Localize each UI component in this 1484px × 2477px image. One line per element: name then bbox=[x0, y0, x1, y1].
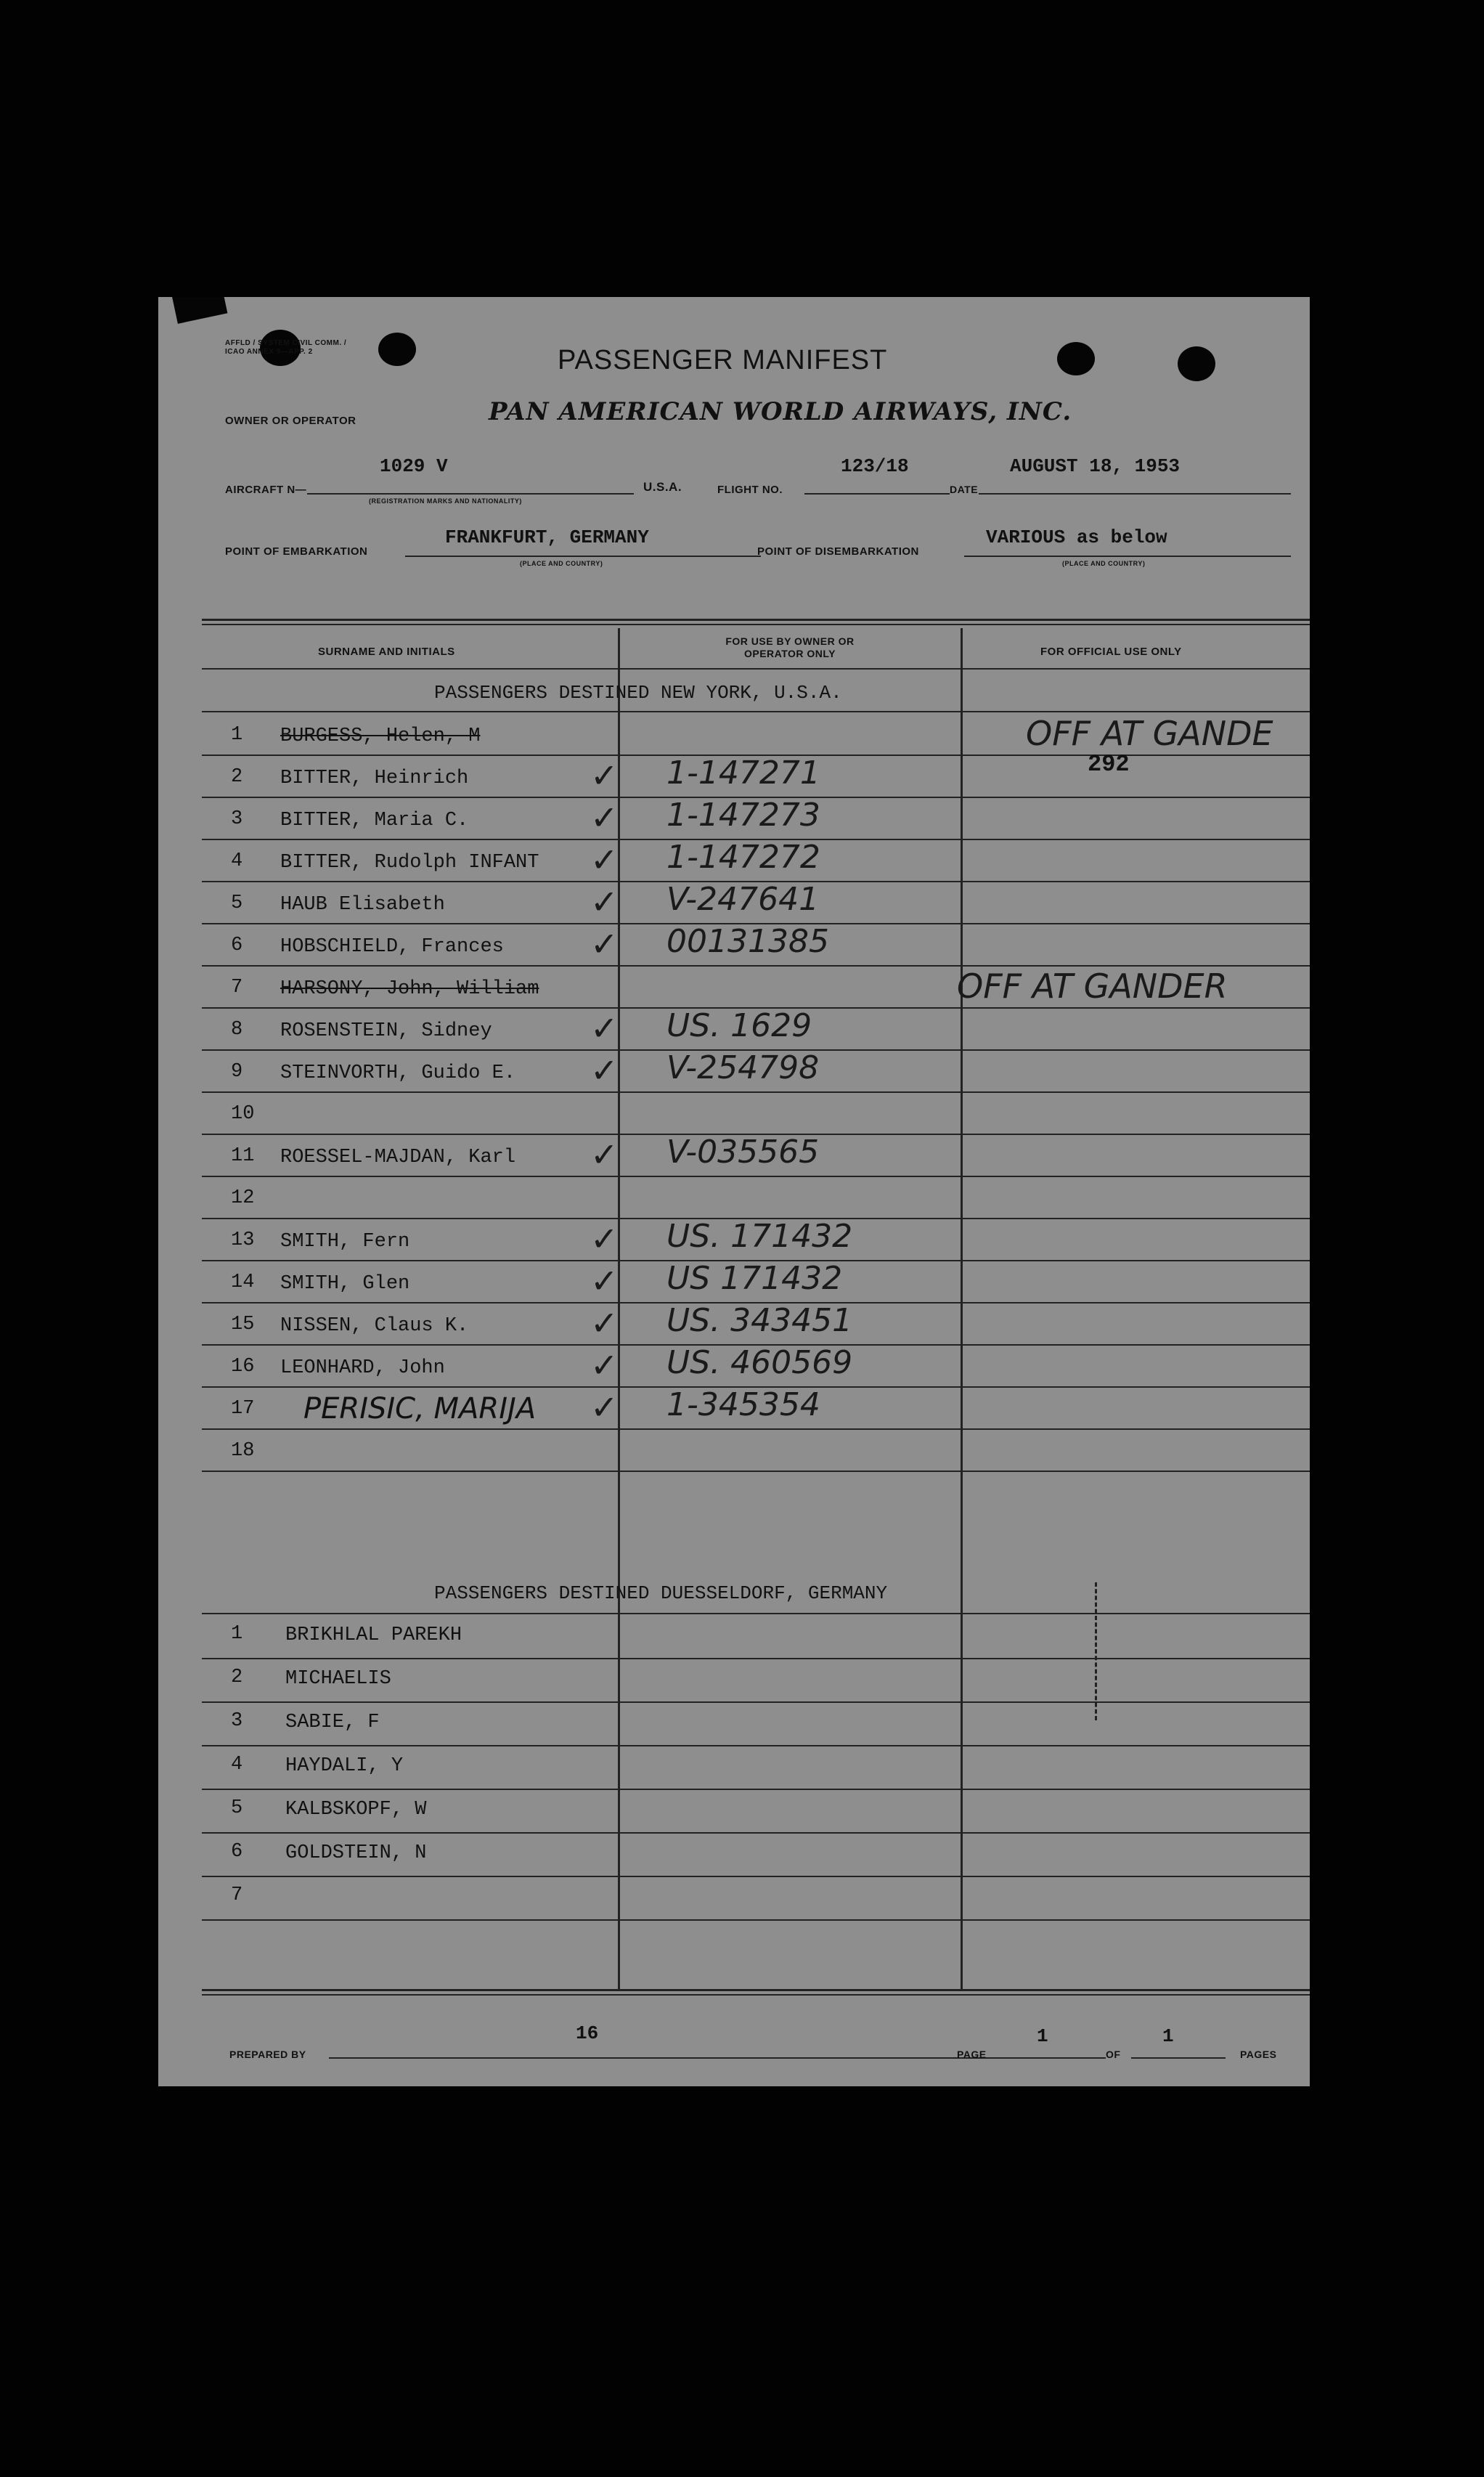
disembark-underline bbox=[964, 556, 1291, 557]
column-header-official: FOR OFFICIAL USE ONLY bbox=[1040, 646, 1182, 658]
passenger-name: GOLDSTEIN, N bbox=[285, 1842, 427, 1864]
row-number: 15 bbox=[231, 1314, 255, 1335]
row-rule bbox=[202, 1091, 1310, 1093]
row-number: 1 bbox=[231, 724, 243, 746]
aircraft-value: 1029 V bbox=[380, 455, 448, 477]
check-mark: ✓ bbox=[590, 1303, 619, 1343]
document-number: US. 343451 bbox=[666, 1302, 853, 1339]
flight-value: 123/18 bbox=[841, 455, 909, 477]
row-number: 7 bbox=[231, 1884, 243, 1906]
passenger-name: SMITH, Fern bbox=[280, 1231, 410, 1253]
passenger-name: BITTER, Heinrich bbox=[280, 768, 469, 789]
row-rule bbox=[202, 1658, 1310, 1659]
date-underline bbox=[979, 493, 1291, 495]
passenger-name: SMITH, Glen bbox=[280, 1273, 410, 1295]
page-title: PASSENGER MANIFEST bbox=[558, 345, 888, 375]
row-number: 6 bbox=[231, 935, 243, 956]
flight-label: FLIGHT NO. bbox=[717, 484, 783, 496]
aircraft-underline bbox=[307, 493, 634, 495]
page-label: PAGE bbox=[957, 2049, 987, 2060]
passenger-name: BURGESS, Helen, M bbox=[280, 725, 481, 747]
official-note: 292 bbox=[1088, 751, 1130, 778]
row-number: 10 bbox=[231, 1103, 255, 1125]
row-rule bbox=[202, 1876, 1310, 1877]
document-number: US. 171432 bbox=[666, 1218, 853, 1255]
table-top-rule bbox=[202, 624, 1310, 625]
torn-corner bbox=[172, 297, 228, 324]
row-rule bbox=[202, 1701, 1310, 1703]
owner-value: PAN AMERICAN WORLD AIRWAYS, INC. bbox=[489, 397, 1072, 426]
row-number: 12 bbox=[231, 1187, 255, 1209]
document-number: US. 1629 bbox=[666, 1007, 812, 1044]
table-bottom-rule bbox=[202, 1994, 1310, 1996]
punch-hole bbox=[1178, 346, 1215, 381]
document-number: US 171432 bbox=[666, 1260, 843, 1297]
pages-label: PAGES bbox=[1240, 2049, 1277, 2060]
of-value: 1 bbox=[1162, 2025, 1174, 2047]
passenger-name: MICHAELIS bbox=[285, 1668, 391, 1690]
embark-value: FRANKFURT, GERMANY bbox=[445, 526, 649, 548]
punch-hole bbox=[378, 333, 416, 366]
manifest-sheet bbox=[158, 297, 1310, 2086]
row-rule bbox=[202, 1919, 1310, 1921]
check-mark: ✓ bbox=[590, 882, 619, 922]
row-number: 2 bbox=[231, 1667, 243, 1688]
prepared-underline bbox=[329, 2057, 1106, 2059]
check-mark: ✓ bbox=[590, 1388, 619, 1427]
row-number: 4 bbox=[231, 1754, 243, 1776]
aircraft-sublabel: (REGISTRATION MARKS AND NATIONALITY) bbox=[369, 497, 522, 505]
owner-label: OWNER OR OPERATOR bbox=[225, 415, 356, 427]
document-number: 1-147273 bbox=[666, 797, 820, 834]
row-number: 5 bbox=[231, 892, 243, 914]
of-label: OF bbox=[1106, 2049, 1121, 2060]
passenger-name: SABIE, F bbox=[285, 1712, 380, 1733]
disembark-label: POINT OF DISEMBARKATION bbox=[757, 545, 919, 558]
check-mark: ✓ bbox=[590, 798, 619, 837]
row-rule bbox=[202, 1789, 1310, 1790]
row-number: 14 bbox=[231, 1272, 255, 1293]
embark-label: POINT OF EMBARKATION bbox=[225, 545, 368, 558]
of-underline bbox=[1131, 2057, 1226, 2059]
row-number: 6 bbox=[231, 1841, 243, 1863]
passenger-name: ROSENSTEIN, Sidney bbox=[280, 1020, 492, 1042]
passenger-name: ROESSEL-MAJDAN, Karl bbox=[280, 1147, 516, 1168]
check-mark: ✓ bbox=[590, 924, 619, 964]
check-mark: ✓ bbox=[590, 1135, 619, 1174]
punch-hole bbox=[1057, 342, 1095, 375]
row-number: 3 bbox=[231, 808, 243, 830]
passenger-name: HAYDALI, Y bbox=[285, 1755, 404, 1777]
embark-sublabel: (PLACE AND COUNTRY) bbox=[520, 560, 603, 567]
row-number: 9 bbox=[231, 1061, 243, 1083]
header-row-rule bbox=[202, 668, 1310, 670]
row-number: 18 bbox=[231, 1440, 255, 1462]
official-note: OFF AT GANDER bbox=[957, 967, 1228, 1006]
passenger-name: BITTER, Maria C. bbox=[280, 810, 469, 831]
official-note: OFF AT GANDE bbox=[1026, 714, 1273, 753]
prepared-label: PREPARED BY bbox=[229, 2049, 306, 2060]
column-divider bbox=[961, 628, 963, 1990]
passenger-name: NISSEN, Claus K. bbox=[280, 1315, 469, 1337]
table-bottom-rule bbox=[202, 1989, 1310, 1991]
row-rule bbox=[202, 1613, 1310, 1614]
row-rule bbox=[202, 1745, 1310, 1746]
passenger-name: HARSONY, John, William bbox=[280, 978, 539, 1000]
table-top-rule bbox=[202, 619, 1310, 621]
prepared-value: 16 bbox=[576, 2022, 599, 2044]
row-number: 4 bbox=[231, 850, 243, 872]
dashed-mark bbox=[1095, 1582, 1097, 1720]
row-rule bbox=[202, 1428, 1310, 1430]
row-rule bbox=[202, 1832, 1310, 1834]
passenger-name: HOBSCHIELD, Frances bbox=[280, 936, 504, 958]
column-header-owner-use: FOR USE BY OWNER OR OPERATOR ONLY bbox=[725, 635, 855, 659]
check-mark: ✓ bbox=[590, 1051, 619, 1090]
row-number: 2 bbox=[231, 766, 243, 788]
check-mark: ✓ bbox=[590, 1009, 619, 1048]
row-number: 11 bbox=[231, 1145, 255, 1167]
passenger-name: LEONHARD, John bbox=[280, 1357, 445, 1379]
row-number: 1 bbox=[231, 1623, 243, 1645]
document-number: V-247641 bbox=[666, 881, 820, 918]
document-number: 1-345354 bbox=[666, 1386, 820, 1423]
form-stamp: AFFLD / SYSTEM CIVIL COMM. / ICAO ANNEX 9—APP. 2 bbox=[225, 339, 347, 356]
document-number: 00131385 bbox=[666, 923, 829, 960]
check-mark: ✓ bbox=[590, 1219, 619, 1258]
check-mark: ✓ bbox=[590, 1261, 619, 1301]
row-rule bbox=[202, 1176, 1310, 1177]
row-rule bbox=[202, 1471, 1310, 1472]
document-number: US. 460569 bbox=[666, 1344, 853, 1381]
page-value: 1 bbox=[1037, 2025, 1048, 2047]
passenger-name: BITTER, Rudolph INFANT bbox=[280, 852, 539, 874]
embark-underline bbox=[405, 556, 761, 557]
document-number: 1-147271 bbox=[666, 755, 820, 792]
row-number: 16 bbox=[231, 1356, 255, 1378]
passenger-name: HAUB Elisabeth bbox=[280, 894, 445, 916]
row-number: 5 bbox=[231, 1797, 243, 1819]
date-value: AUGUST 18, 1953 bbox=[1010, 455, 1181, 477]
passenger-name: BRIKHLAL PAREKH bbox=[285, 1624, 462, 1646]
check-mark: ✓ bbox=[590, 756, 619, 795]
row-rule bbox=[202, 711, 1310, 712]
flight-underline bbox=[804, 493, 950, 495]
row-number: 8 bbox=[231, 1019, 243, 1041]
row-number: 7 bbox=[231, 977, 243, 998]
row-number: 17 bbox=[231, 1398, 255, 1420]
date-label: DATE bbox=[950, 484, 979, 495]
section-title-new-york: PASSENGERS DESTINED NEW YORK, U.S.A. bbox=[434, 682, 842, 704]
document-number: 1-147272 bbox=[666, 839, 820, 876]
disembark-value: VARIOUS as below bbox=[986, 526, 1167, 548]
check-mark: ✓ bbox=[590, 840, 619, 879]
passenger-name: KALBSKOPF, W bbox=[285, 1799, 427, 1821]
disembark-sublabel: (PLACE AND COUNTRY) bbox=[1062, 560, 1146, 567]
document-number: V-035565 bbox=[666, 1134, 820, 1171]
usa-label: U.S.A. bbox=[643, 480, 682, 494]
passenger-name: PERISIC, MARIJA bbox=[303, 1392, 537, 1425]
row-number: 13 bbox=[231, 1229, 255, 1251]
column-header-surname: SURNAME AND INITIALS bbox=[318, 646, 455, 658]
check-mark: ✓ bbox=[590, 1346, 619, 1385]
section-title-duesseldorf: PASSENGERS DESTINED DUESSELDORF, GERMANY bbox=[434, 1582, 888, 1604]
passenger-name: STEINVORTH, Guido E. bbox=[280, 1062, 516, 1084]
row-number: 3 bbox=[231, 1710, 243, 1732]
aircraft-label: AIRCRAFT N— bbox=[225, 484, 307, 496]
document-number: V-254798 bbox=[666, 1049, 820, 1086]
